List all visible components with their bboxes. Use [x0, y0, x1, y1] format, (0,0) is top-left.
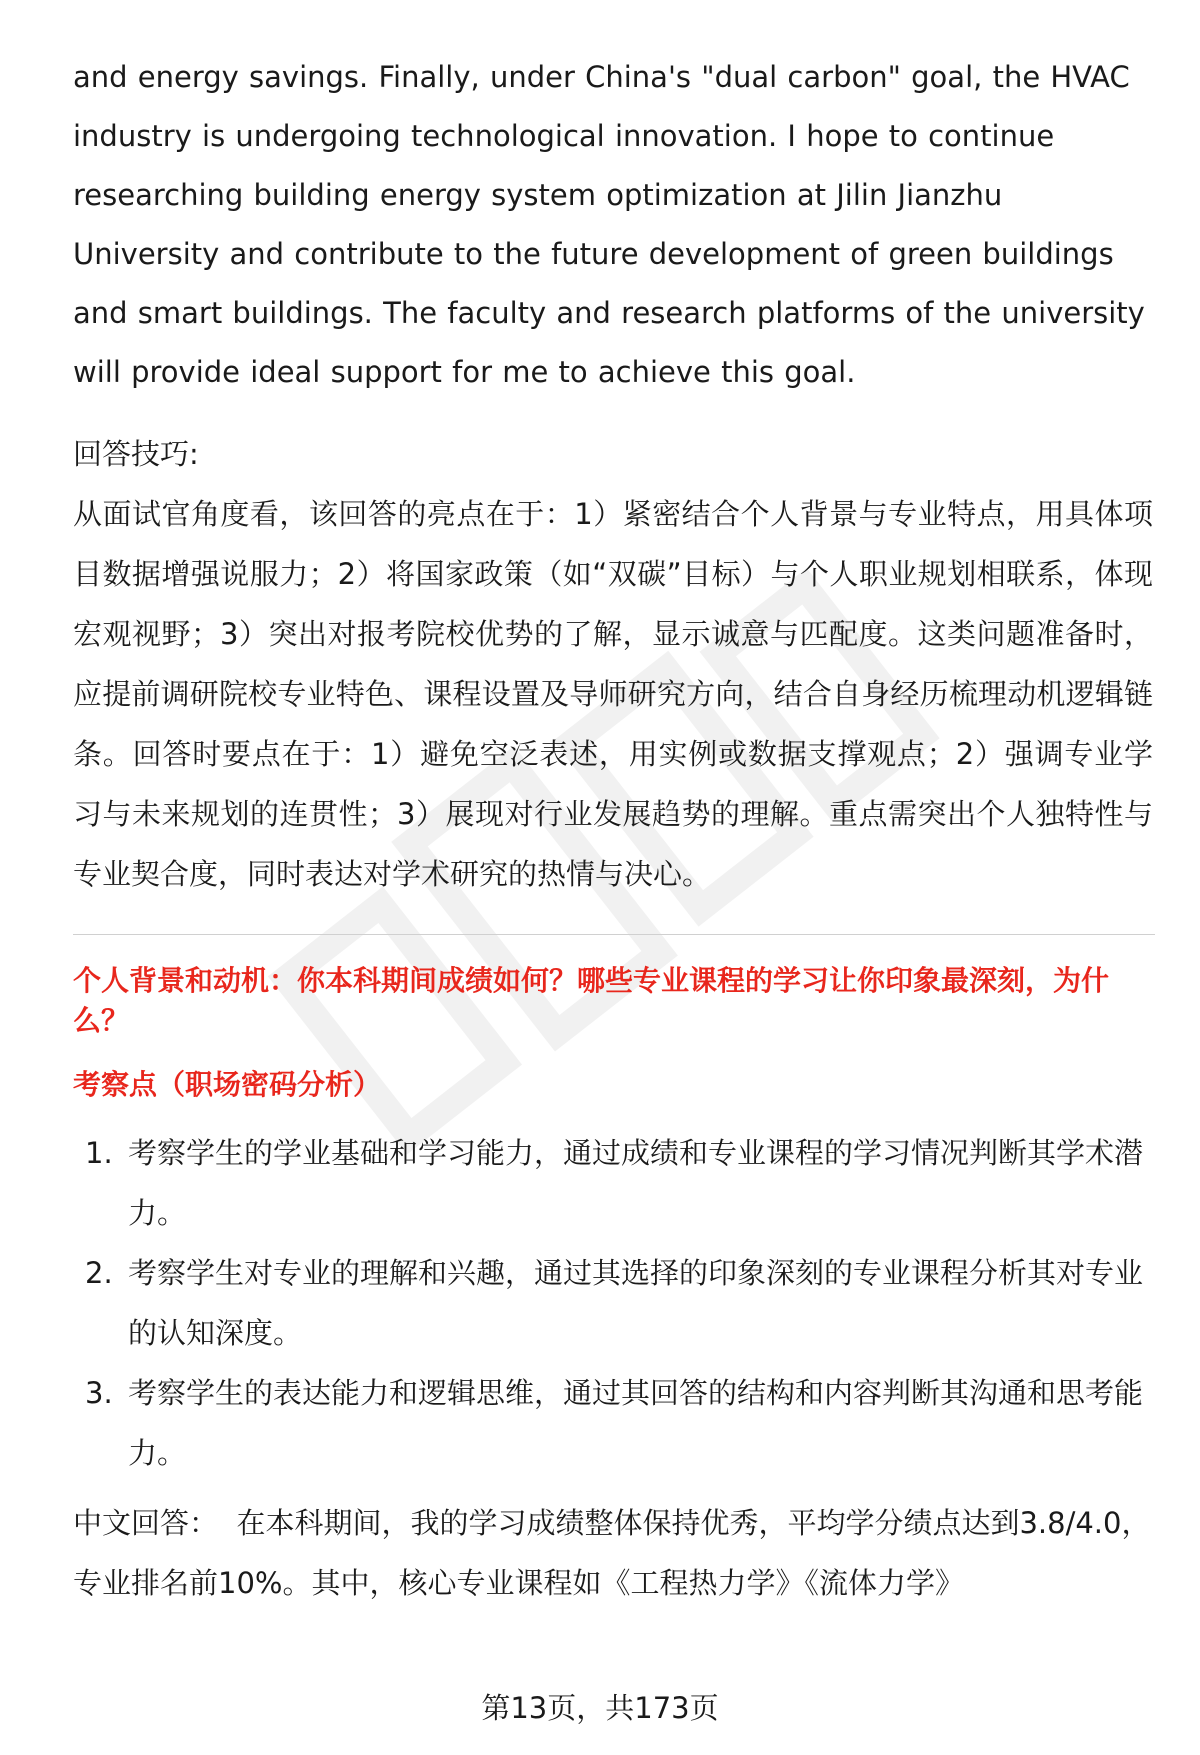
- chinese-answer: [73, 1493, 1153, 1613]
- english-answer-paragraph: and energy savings. Finally, under China's "dual carbon" goal, the HVAC industry is undergoing technological innovation. I hope to continue researching building energy system optimization at Jilin Jianzhu University and contribute to the future development of green buildings and smart buildings. The faculty and research platforms of the university will provide ideal support for me to achieve this goal.: [73, 60, 1145, 389]
- assessment-list: [73, 1123, 1153, 1483]
- list-item-text: 考察学生的表达能力和逻辑思维，通过其回答的结构和内容判断其沟通和思考能力。: [128, 1376, 1144, 1470]
- section-divider: [73, 934, 1155, 935]
- list-item: [73, 1363, 1153, 1483]
- assessment-heading: 考察点（职场密码分析）: [73, 1068, 382, 1101]
- list-item-number: 2.: [85, 1256, 113, 1290]
- tips-body: 从面试官角度看，该回答的亮点在于：1）紧密结合个人背景与专业特点，用具体项目数据增强说服力；2）将国家政策（如“双碳”目标）与个人职业规划相联系，体现宏观视野；3）突出对报考院校优势的了解，显示诚意与匹配度。这类问题准备时，应提前调研院校专业特色、课程设置及导师研究方向，结合自身经历梳理动机逻辑链条。回答时要点在于：1）避免空泛表述，用实例或数据支撑观点；2）强调专业学习与未来规划的连贯性；3）展现对行业发展趋势的理解。重点需突出个人独特性与专业契合度，同时表达对学术研究的热情与决心。: [73, 497, 1153, 891]
- tips-label: 回答技巧:: [73, 437, 199, 471]
- list-item-text: 考察学生的学业基础和学习能力，通过成绩和专业课程的学习情况判断其学术潜力。: [128, 1136, 1144, 1230]
- list-item-number: 3.: [85, 1376, 113, 1410]
- answer-text: 在本科期间，我的学习成绩整体保持优秀，平均学分绩点达到3.8/4.0，专业排名前10%。其中，核心专业课程如《工程热力学》《流体力学》: [73, 1506, 1151, 1600]
- list-item: [73, 1123, 1153, 1243]
- list-item-number: 1.: [85, 1136, 113, 1170]
- page-content: [73, 48, 1153, 1613]
- question-heading: 个人背景和动机：你本科期间成绩如何？哪些专业课程的学习让你印象最深刻，为什么？: [73, 964, 1110, 1037]
- page-number-footer: 第13页，共173页: [481, 1691, 719, 1725]
- list-item: [73, 1243, 1153, 1363]
- answer-label: 中文回答：: [73, 1506, 219, 1540]
- list-item-text: 考察学生对专业的理解和兴趣，通过其选择的印象深刻的专业课程分析其对专业的认知深度。: [128, 1256, 1144, 1350]
